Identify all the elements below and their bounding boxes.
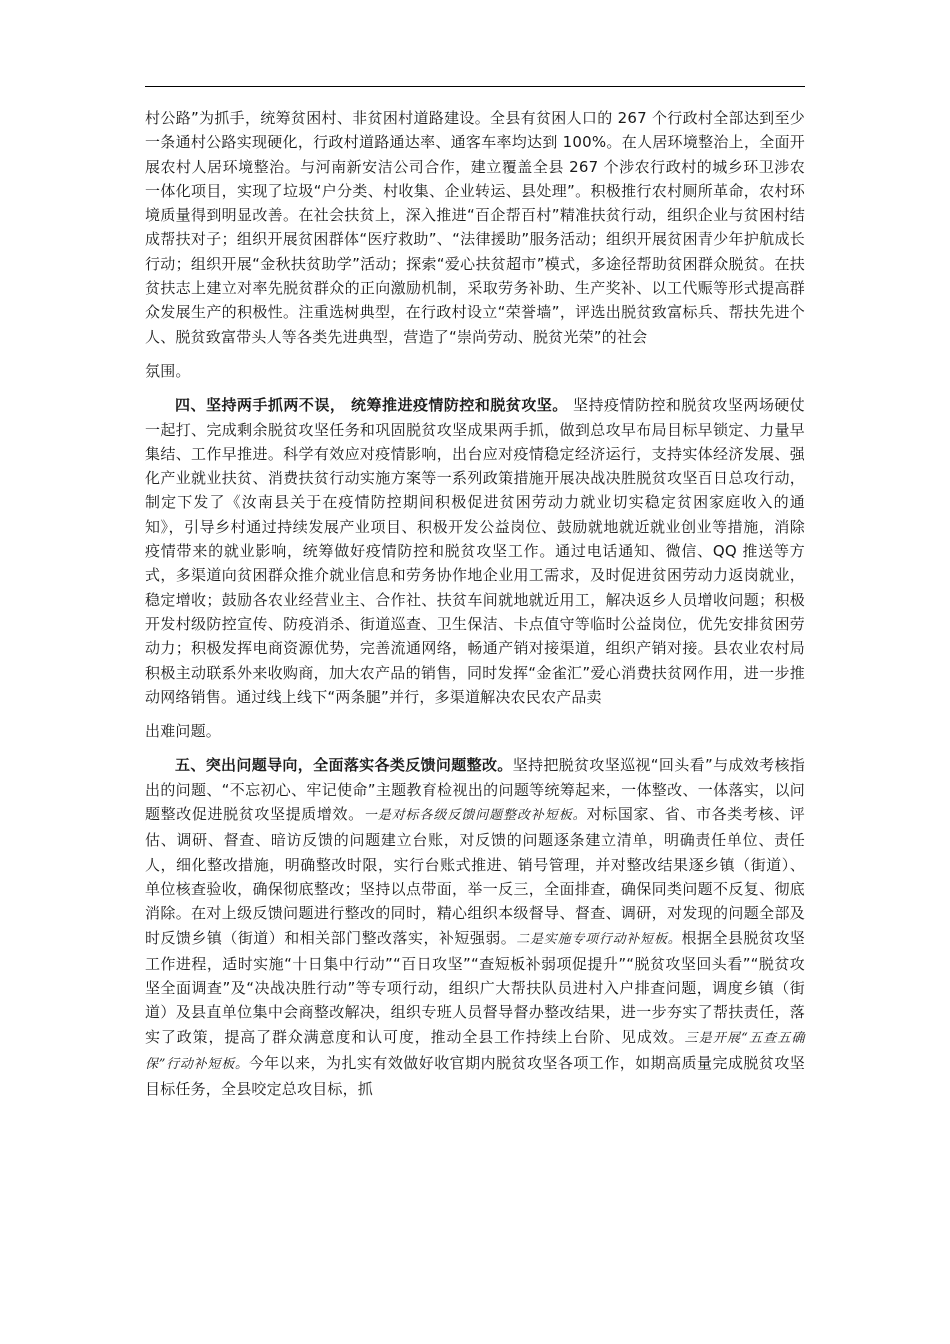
- document-body: [145, 106, 805, 1102]
- section-five-part-three: 今年以来，为扎实有效做好收官期内脱贫攻坚各项工作，如期高质量完成脱贫攻坚目标任务，全县咬定总攻目标，抓: [145, 1053, 805, 1099]
- subheading-three: 三是开展“五查五确保”行动补短板。: [145, 1030, 805, 1072]
- section-four: [145, 393, 805, 709]
- section-four-body: 坚持疫情防控和脱贫攻坚两场硬仗一起打、完成剩余脱贫攻坚任务和巩固脱贫攻坚成果两手抓，做到总攻早布局目标早锁定、力量早集结、工作早推进。科学有效应对疫情影响，出台应对疫情稳定经济运行，支持实体经济发展、强化产业就业扶贫、消费扶贫行动实施方案等一系列政策措施开展决战决胜脱贫攻坚百日总攻行动，制定下发了《汝南县关于在疫情防控期间积极促进贫困劳动力就业切实稳定贫困家庭收入的通知》，引导乡村通过持续发展产业项目、积极开发公益岗位、鼓励就地就近就业创业等措施，消除疫情带来的就业影响，统筹做好疫情防控和脱贫攻坚工作。通过电话通知、微信、QQ 推送等方式，多渠道向贫困群众推介就业信息和劳务协作地企业用工需求，及时促进贫困劳动力返岗就业，稳定增收；鼓励各农业经营业主、合作社、扶贫车间就地就近用工，解决返乡人员增收问题；积极开发村级防控宣传、防疫消杀、街道巡查、卫生保洁、卡点值守等临时公益岗位，优先安排贫困劳动力；积极发挥电商资源优势，完善流通网络，畅通产销对接渠道，组织产销对接。县农业农村局积极主动联系外来收购商，加大农产品的销售，同时发挥“金雀汇”爱心消费扶贫网作用，进一步推动网络销售。通过线上线下“两条腿”并行，多渠道解决农民农产品卖: [145, 396, 805, 706]
- section-five-heading: 五、突出问题导向，全面落实各类反馈问题整改。: [175, 756, 513, 775]
- section-five: [145, 753, 805, 1101]
- subheading-one: 一是对标各级反馈问题整改补短板。: [363, 808, 587, 824]
- section-five-part-two: 根据全县脱贫攻坚工作进程，适时实施“十日集中行动”“百日攻坚”“查短板补弱项促提升”“脱贫攻坚回头看”“脱贫攻坚全面调查”及“决战决胜行动”等专项行动，组织广大帮扶队员进村入户排查问题，调度乡镇（街道）及县直单位集中会商整改解决，组织专班人员督导督办整改结果，进一步夯实了帮扶责任，落实了政策，提高了群众满意度和认可度，推动全县工作持续上台阶、见成效。: [145, 928, 805, 1046]
- section-four-heading: 四、坚持两手抓两不误， 统筹推进疫情防控和脱贫攻坚。: [175, 396, 568, 415]
- subheading-two: 二是实施专项行动补短板。: [516, 931, 682, 947]
- paragraph-tail-1: 氛围。: [145, 361, 191, 380]
- section-five-intro: 坚持把脱贫攻坚巡视“回头看”与成效考核指出的问题、“不忘初心、牢记使命”主题教育检视出的问题等统筹起来，一体整改、一体落实，以问题整改促进脱贫攻坚提质增效。: [145, 756, 806, 824]
- paragraph-rural-infrastructure: 村公路”为抓手，统筹贫困村、非贫困村道路建设。全县有贫困人口的 267 个行政村全部达到至少一条通村公路实现硬化，行政村道路通达率、通客车率均达到 100%。在人居环境整治上，全面开展农村人居环境整治。与河南新安洁公司合作，建立覆盖全县 267 个涉农行政村的城乡环卫涉农一体化项目，实现了垃圾“户分类、村收集、企业转运、县处理”。积极推行农村厕所革命，农村环境质量得到明显改善。在社会扶贫上，深入推进“百企帮百村”精准扶贫行动，组织企业与贫困村结成帮扶对子；组织开展贫困群体“医疗救助”、“法律援助”服务活动；组织开展贫困青少年护航成长行动；组织开展“金秋扶贫助学”活动；探索“爱心扶贫超市”模式，多途径帮助贫困群众脱贫。在扶贫扶志上建立对率先脱贫群众的正向激励机制，采取劳务补助、生产奖补、以工代赈等形式提高群众发展生产的积极性。注重选树典型，在行政村设立“荣誉墙”，评选出脱贫致富标兵、帮扶先进个人、脱贫致富带头人等各类先进典型，营造了“崇尚劳动、脱贫光荣”的社会: [145, 109, 805, 346]
- paragraph-tail-2: 出难问题。: [145, 722, 222, 741]
- header-rule: [145, 86, 805, 87]
- section-five-part-one: 对标国家、省、市各类考核、评估、调研、督查、暗访反馈的问题建立台账，对反馈的问题逐条建立清单，明确责任单位、责任人，细化整改措施，明确整改时限，实行台账式推进、销号管理，并对整改结果逐乡镇（街道）、单位核查验收，确保彻底整改；坚持以点带面，举一反三，全面排查，确保同类问题不反复、彻底消除。在对上级反馈问题进行整改的同时，精心组织本级督导、督查、调研，对发现的问题全部及时反馈乡镇（街道）和相关部门整改落实，补短强弱。: [145, 805, 805, 947]
